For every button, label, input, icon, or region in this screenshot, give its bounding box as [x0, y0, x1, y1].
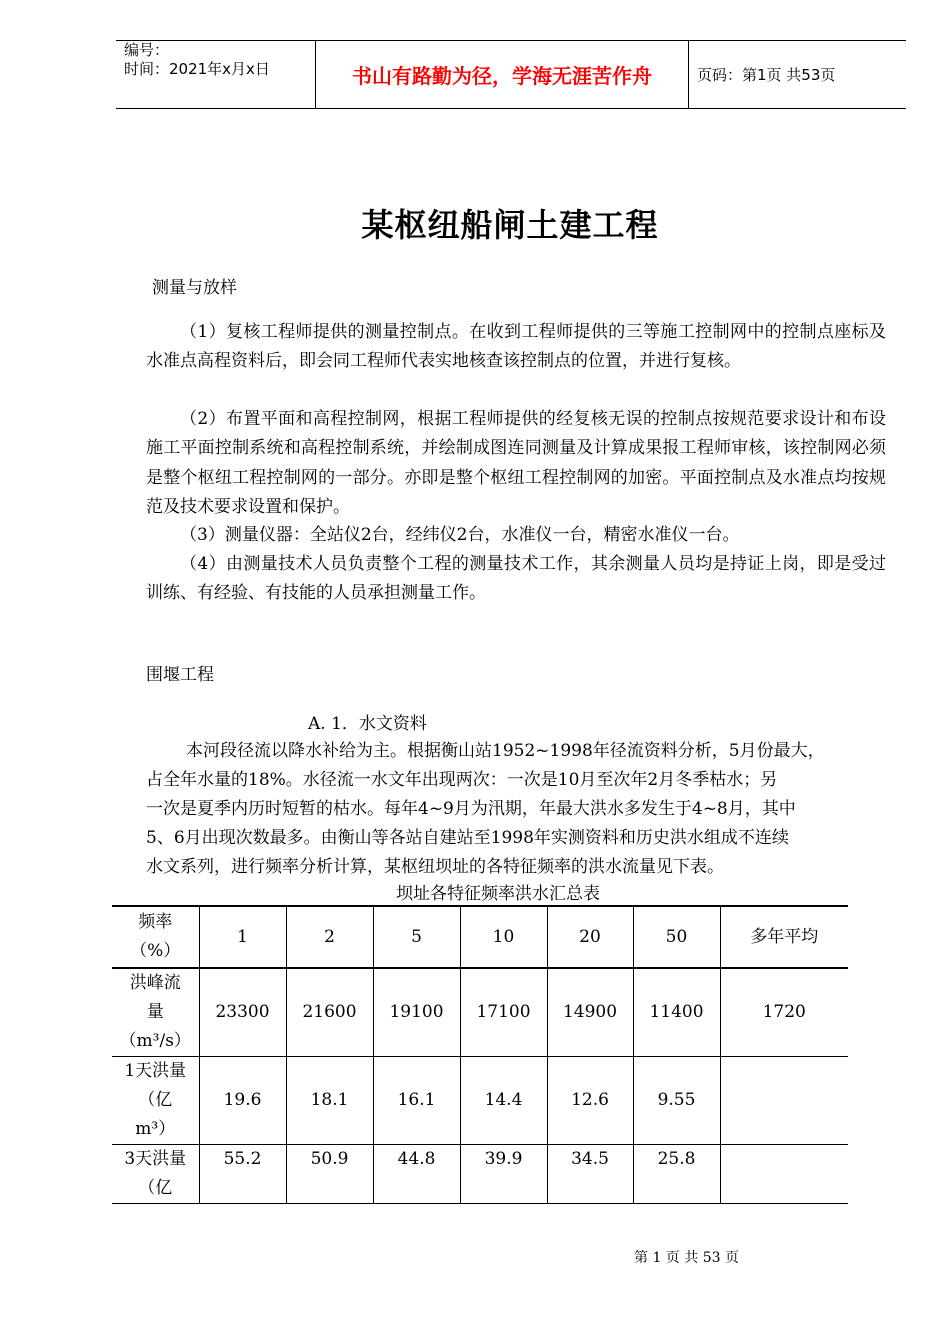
table-header-row — [112, 906, 848, 968]
header-cell: 20 — [547, 906, 633, 968]
header-cell: 50 — [633, 906, 720, 968]
table-cell: 11400 — [633, 968, 720, 1057]
table-cell: 12.6 — [547, 1057, 633, 1145]
table-cell: 21600 — [286, 968, 373, 1057]
section-heading-cofferdam: 围堰工程 — [146, 665, 214, 685]
row-label-line1: 3天洪量 — [124, 1149, 187, 1169]
section-heading-survey: 测量与放样 — [152, 278, 237, 298]
paragraph-2: （2）布置平面和高程控制网，根据工程师提供的经复核无误的控制点按规范要求设计和布设施工平面控制系统和高程控制系统，并绘制成图连同测量及计算成果报工程师审核，该控制网必须是整个枢纽工程控制网的一部分。亦即是整个枢纽工程控制网的加密。平面控制点及水准点均按规范及技术要求设置和保护。 — [146, 409, 886, 518]
header-label-line2: （%） — [130, 941, 181, 961]
row-label-line3: （m³/s） — [119, 1031, 191, 1051]
row-label-line2: 量 — [146, 1002, 164, 1022]
row-label-cell — [112, 1057, 199, 1145]
table-cell: 39.9 — [460, 1145, 547, 1204]
table-caption: 坝址各特征频率洪水汇总表 — [396, 884, 600, 904]
time-label: 时间：2021年x月x日 — [124, 60, 270, 78]
code-label: 编号： — [124, 41, 170, 59]
document-title: 某枢纽船闸土建工程 — [361, 206, 659, 244]
page-footer: 第 1 页 共 53 页 — [634, 1250, 739, 1266]
header-label-cell — [112, 906, 199, 968]
table-cell: 55.2 — [199, 1145, 286, 1204]
table-cell: 25.8 — [633, 1145, 720, 1204]
table-cell: 9.55 — [633, 1057, 720, 1145]
table-cell: 1720 — [720, 968, 848, 1057]
hydro-line-1: 本河段径流以降水补给为主。根据衡山站1952~1998年径流资料分析，5月份最大， — [186, 741, 825, 761]
row-label-line2: （亿 — [138, 1178, 173, 1198]
header-cell: 5 — [373, 906, 460, 968]
table-cell: 34.5 — [547, 1145, 633, 1204]
table-cell: 50.9 — [286, 1145, 373, 1204]
page-header — [116, 40, 906, 109]
header-meta — [116, 41, 315, 108]
subsection-heading-hydrology: A. 1．水文资料 — [308, 714, 427, 734]
row-label-cell — [112, 968, 199, 1057]
table-cell: 14.4 — [460, 1057, 547, 1145]
header-page-info: 页码：第1页 共53页 — [697, 66, 836, 84]
table-cell: 18.1 — [286, 1057, 373, 1145]
paragraph-1: （1）复核工程师提供的测量控制点。在收到工程师提供的三等施工控制网中的控制点座标及水准点高程资料后，即会同工程师代表实地核查该控制点的位置，并进行复核。 — [146, 322, 886, 372]
table-row — [112, 1145, 848, 1204]
table-cell: 23300 — [199, 968, 286, 1057]
row-label-line2: （亿 — [138, 1090, 173, 1110]
paragraph-4: （4）由测量技术人员负责整个工程的测量技术工作，其余测量人员均是持证上岗，即是受过训练、有经验、有技能的人员承担测量工作。 — [146, 554, 886, 604]
hydro-line-2: 占全年水量的18%。水径流一水文年出现两次：一次是10月至次年2月冬季枯水；另 — [146, 770, 778, 790]
hydro-line-5: 水文系列，进行频率分析计算，某枢纽坝址的各特征频率的洪水流量见下表。 — [146, 857, 724, 877]
table-cell: 19.6 — [199, 1057, 286, 1145]
table-cell: 44.8 — [373, 1145, 460, 1204]
table-cell: 14900 — [547, 968, 633, 1057]
row-label-cell — [112, 1145, 199, 1204]
row-label-line1: 1天洪量 — [124, 1061, 187, 1081]
hydro-line-3: 一次是夏季内历时短暂的枯水。每年4~9月为汛期，年最大洪水多发生于4~8月，其中 — [146, 799, 796, 819]
flood-table — [112, 905, 848, 1204]
table-row — [112, 968, 848, 1057]
table-cell: 19100 — [373, 968, 460, 1057]
header-cell: 2 — [286, 906, 373, 968]
header-label-line1: 频率 — [138, 912, 173, 932]
header-cell: 1 — [199, 906, 286, 968]
header-motto: 书山有路勤为径，学海无涯苦作舟 — [315, 41, 689, 108]
header-cell: 多年平均 — [720, 906, 848, 968]
table-row — [112, 1057, 848, 1145]
paragraph-3: （3）测量仪器：全站仪2台，经纬仪2台，水准仪一台，精密水准仪一台。 — [180, 525, 740, 545]
row-label-line1: 洪峰流 — [129, 973, 181, 993]
header-cell: 10 — [460, 906, 547, 968]
table-cell — [720, 1057, 848, 1145]
table-cell — [720, 1145, 848, 1204]
table-cell: 16.1 — [373, 1057, 460, 1145]
hydro-line-4: 5、6月出现次数最多。由衡山等各站自建站至1998年实测资料和历史洪水组成不连续 — [146, 828, 789, 848]
row-label-line3: m³） — [135, 1119, 176, 1139]
table-cell: 17100 — [460, 968, 547, 1057]
